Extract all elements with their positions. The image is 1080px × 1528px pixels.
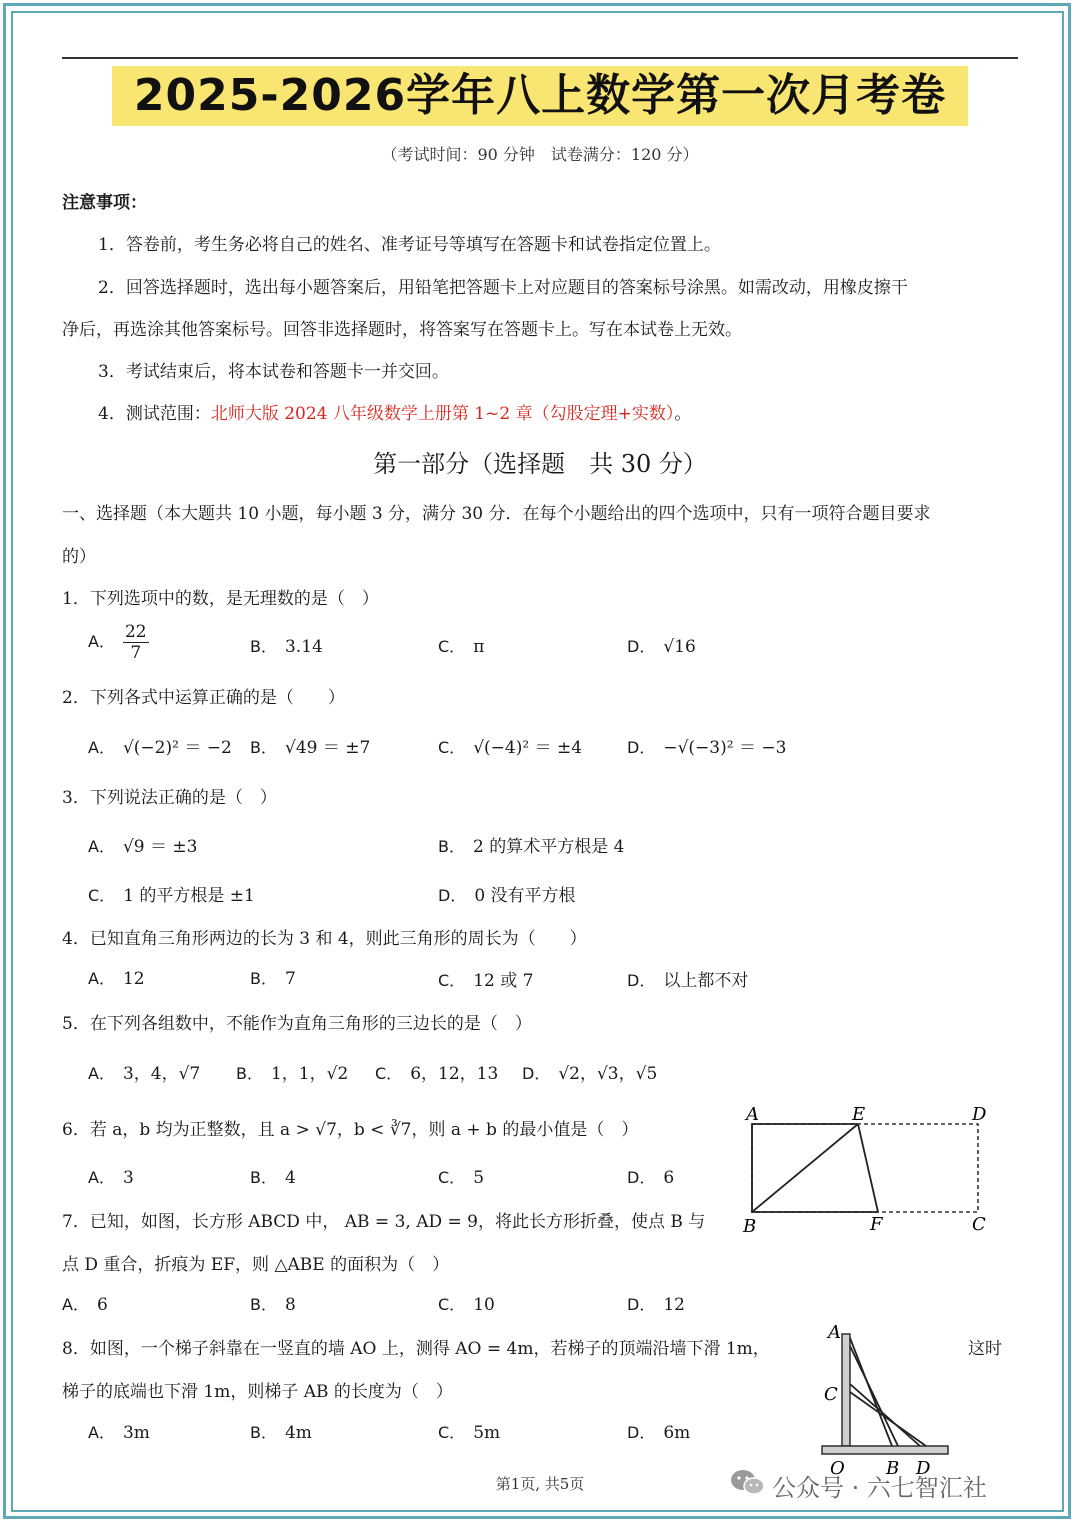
q5-option-c bbox=[375, 1059, 498, 1084]
q7-label-e: E bbox=[852, 1106, 866, 1125]
q8-label-c: C bbox=[824, 1384, 838, 1405]
q7-label-d: D bbox=[972, 1106, 987, 1125]
q3-a-label: A． bbox=[88, 837, 115, 856]
q1-a-fraction bbox=[123, 622, 149, 663]
notice-scope: 北师大版 2024 八年级数学上册第 1~2 章（勾股定理+实数） bbox=[210, 404, 675, 424]
q3-stem: 3．下列说法正确的是（ ） bbox=[62, 788, 277, 808]
part1-instruction-2: 的） bbox=[62, 547, 96, 567]
q8-stem-tail: 这时 bbox=[968, 1339, 1002, 1359]
q7-stem-2: 点 D 重合，折痕为 EF，则 △ABE 的面积为（ ） bbox=[62, 1255, 450, 1275]
q7-b-label: B． bbox=[250, 1295, 277, 1314]
q1-option-c bbox=[438, 634, 484, 657]
q1-stem: 1．下列选项中的数，是无理数的是（ ） bbox=[62, 589, 379, 609]
q8-option-b bbox=[250, 1420, 312, 1443]
q4-c-text: 12 或 7 bbox=[473, 971, 534, 991]
q8-label-a: A bbox=[828, 1322, 841, 1343]
q2-c-label: C． bbox=[438, 738, 466, 757]
q7-option-a bbox=[62, 1292, 108, 1315]
q5-option-a bbox=[88, 1059, 200, 1084]
q3-option-c bbox=[88, 881, 255, 906]
notice-heading: 注意事项： bbox=[62, 193, 147, 213]
q3-option-b bbox=[438, 832, 624, 857]
q1-c-label: C． bbox=[438, 637, 466, 656]
q2-b-text: √49 ＝ ±7 bbox=[284, 738, 371, 758]
notice-item-4-prefix: 4．测试范围： bbox=[98, 404, 211, 424]
q7-c-label: C． bbox=[438, 1295, 466, 1314]
exam-subtitle: （考试时间：90 分钟 试卷满分：120 分） bbox=[381, 145, 699, 164]
q3-c-label: C． bbox=[88, 886, 116, 905]
q1-a-label: A． bbox=[88, 632, 115, 651]
part1-instruction-1: 一、选择题（本大题共 10 小题，每小题 3 分，满分 30 分．在每个小题给出的四个选项中，只有一项符合题目要求 bbox=[62, 504, 931, 524]
q7-line-ef bbox=[858, 1124, 878, 1212]
q8-b-text: 4m bbox=[284, 1423, 312, 1443]
q7-d-text: 12 bbox=[663, 1295, 685, 1315]
q4-option-c bbox=[438, 966, 533, 991]
q2-option-a bbox=[88, 733, 232, 758]
q3-option-a bbox=[88, 832, 197, 857]
q7-b-text: 8 bbox=[284, 1295, 296, 1315]
q6-option-b bbox=[250, 1165, 296, 1188]
q1-option-d bbox=[627, 634, 696, 657]
q8-d-text: 6m bbox=[663, 1423, 691, 1443]
q8-option-a bbox=[88, 1420, 150, 1443]
q6-c-label: C． bbox=[438, 1168, 466, 1187]
q5-d-label: D． bbox=[522, 1064, 551, 1083]
notice-item-1: 1．答卷前，考生务必将自己的姓名、准考证号等填写在答题卡和试卷指定位置上。 bbox=[98, 235, 721, 255]
q7-option-d bbox=[627, 1292, 685, 1315]
q4-d-label: D． bbox=[627, 971, 656, 990]
q5-option-b bbox=[236, 1059, 348, 1084]
q7-option-c bbox=[438, 1292, 495, 1315]
q8-stem-1: 8．如图，一个梯子斜靠在一竖直的墙 AO 上，测得 AO = 4m，若梯子的顶端沿墙下滑 1m， bbox=[62, 1339, 770, 1359]
q2-a-text: √(−2)² ＝ −2 bbox=[122, 738, 232, 758]
q8-option-c bbox=[438, 1420, 500, 1443]
q3-b-label: B． bbox=[438, 837, 465, 856]
q6-stem: 6．若 a，b 均为正整数，且 a > √7，b < ∛7，则 a + b 的最小值是（ ） bbox=[62, 1120, 639, 1140]
q4-option-d bbox=[627, 966, 748, 991]
q5-a-text: 3，4，√7 bbox=[122, 1064, 201, 1084]
q8-label-b: B bbox=[886, 1458, 900, 1479]
q8-label-d: D bbox=[916, 1458, 931, 1479]
q5-c-text: 6，12，13 bbox=[410, 1064, 499, 1084]
q8-d-label: D． bbox=[627, 1423, 656, 1442]
q5-a-label: A． bbox=[88, 1064, 115, 1083]
q5-b-text: 1，1，√2 bbox=[270, 1064, 349, 1084]
q1-d-text: √16 bbox=[663, 637, 696, 657]
q8-wall bbox=[842, 1334, 850, 1446]
q5-c-label: C． bbox=[375, 1064, 403, 1083]
q3-d-label: D． bbox=[438, 886, 467, 905]
q6-b-text: 4 bbox=[284, 1168, 296, 1188]
top-rule bbox=[62, 57, 1018, 59]
q4-b-text: 7 bbox=[284, 969, 296, 989]
q7-label-c: C bbox=[972, 1214, 986, 1235]
q8-a-text: 3m bbox=[122, 1423, 150, 1443]
q8-stem-2: 梯子的底端也下滑 1m，则梯子 AB 的长度为（ ） bbox=[62, 1382, 453, 1402]
q2-d-text: −√(−3)² ＝ −3 bbox=[663, 738, 787, 758]
q8-figure bbox=[812, 1318, 962, 1488]
q3-d-text: 0 没有平方根 bbox=[474, 886, 576, 906]
part1-title: 第一部分（选择题 共 30 分） bbox=[373, 450, 707, 478]
q8-c-text: 5m bbox=[473, 1423, 501, 1443]
q1-option-b bbox=[250, 634, 323, 657]
q6-option-d bbox=[627, 1165, 674, 1188]
notice-item-4-suffix: 。 bbox=[674, 404, 692, 424]
q6-d-label: D． bbox=[627, 1168, 656, 1187]
q5-b-label: B． bbox=[236, 1064, 263, 1083]
q7-stem-1: 7．已知，如图，长方形 ABCD 中， AB = 3, AD = 9，将此长方形折叠，使点 B 与 bbox=[62, 1212, 706, 1232]
q3-a-text: √9 ＝ ±3 bbox=[122, 837, 198, 857]
q5-d-text: √2，√3，√5 bbox=[558, 1064, 658, 1084]
q8-c-label: C． bbox=[438, 1423, 466, 1442]
q2-stem: 2．下列各式中运算正确的是（ ） bbox=[62, 688, 345, 708]
page-number: 第1页, 共5页 bbox=[495, 1475, 585, 1493]
q3-b-text: 2 的算术平方根是 4 bbox=[472, 837, 625, 857]
q7-rect-solid bbox=[752, 1124, 878, 1212]
q1-option-a bbox=[88, 622, 149, 663]
notice-item-2-cont: 净后，再选涂其他答案标号。回答非选择题时，将答案写在答题卡上。写在本试卷上无效。 bbox=[62, 320, 742, 340]
q2-option-d bbox=[627, 733, 786, 758]
q4-option-b bbox=[250, 966, 296, 989]
q1-a-denominator: 7 bbox=[130, 643, 142, 663]
q2-c-text: √(−4)² ＝ ±4 bbox=[473, 738, 583, 758]
q4-a-label: A． bbox=[88, 969, 115, 988]
q4-b-label: B． bbox=[250, 969, 277, 988]
q4-option-a bbox=[88, 966, 145, 989]
q4-d-text: 以上都不对 bbox=[663, 971, 749, 991]
notice-item-3: 3．考试结束后，将本试卷和答题卡一并交回。 bbox=[98, 362, 449, 382]
q4-stem: 4．已知直角三角形两边的长为 3 和 4，则此三角形的周长为（ ） bbox=[62, 929, 587, 949]
q8-b-label: B． bbox=[250, 1423, 277, 1442]
q6-option-a bbox=[88, 1165, 134, 1188]
q7-d-label: D． bbox=[627, 1295, 656, 1314]
q7-line-be bbox=[752, 1124, 858, 1212]
q7-rect-outline bbox=[752, 1124, 978, 1212]
q5-stem: 5．在下列各组数中，不能作为直角三角形的三边长的是（ ） bbox=[62, 1014, 532, 1034]
q6-c-text: 5 bbox=[473, 1168, 485, 1188]
q2-b-label: B． bbox=[250, 738, 277, 757]
q7-c-text: 10 bbox=[473, 1295, 495, 1315]
wechat-icon bbox=[728, 1467, 768, 1497]
q8-label-o: O bbox=[830, 1458, 845, 1479]
q6-b-label: B． bbox=[250, 1168, 277, 1187]
q7-label-f: F bbox=[870, 1214, 883, 1235]
notice-item-2: 2．回答选择题时，选出每小题答案后，用铅笔把答题卡上对应题目的答案标号涂黑。如需改动，用橡皮擦干 bbox=[98, 278, 908, 298]
q3-option-d bbox=[438, 881, 576, 906]
q7-figure bbox=[738, 1106, 998, 1236]
q5-option-d bbox=[522, 1059, 657, 1084]
q6-a-text: 3 bbox=[122, 1168, 134, 1188]
notice-item-4 bbox=[98, 399, 691, 424]
q4-c-label: C． bbox=[438, 971, 466, 990]
q1-b-label: B． bbox=[250, 637, 277, 656]
q1-d-label: D． bbox=[627, 637, 656, 656]
q7-label-b: B bbox=[743, 1216, 757, 1236]
exam-title: 2025-2026学年八上数学第一次月考卷 bbox=[133, 70, 947, 121]
q4-a-text: 12 bbox=[122, 969, 145, 989]
q7-option-b bbox=[250, 1292, 296, 1315]
q3-c-text: 1 的平方根是 ±1 bbox=[123, 886, 255, 906]
q1-b-text: 3.14 bbox=[284, 637, 323, 657]
q8-ground bbox=[822, 1446, 948, 1454]
q6-a-label: A． bbox=[88, 1168, 115, 1187]
q6-option-c bbox=[438, 1165, 484, 1188]
q8-ladder-cd-1 bbox=[850, 1384, 920, 1446]
q8-option-d bbox=[627, 1420, 690, 1443]
q8-ladder-ab-2 bbox=[850, 1346, 898, 1446]
q7-a-text: 6 bbox=[96, 1295, 108, 1315]
q1-a-numerator: 22 bbox=[124, 622, 147, 642]
q7-a-label: A． bbox=[62, 1295, 89, 1314]
q8-ladder-ab-1 bbox=[850, 1338, 892, 1446]
q7-label-a: A bbox=[746, 1106, 759, 1125]
q2-option-c bbox=[438, 733, 582, 758]
q2-option-b bbox=[250, 733, 370, 758]
q2-a-label: A． bbox=[88, 738, 115, 757]
q2-d-label: D． bbox=[627, 738, 656, 757]
q6-d-text: 6 bbox=[663, 1168, 675, 1188]
q1-c-text: π bbox=[473, 637, 485, 657]
q8-a-label: A． bbox=[88, 1423, 115, 1442]
watermark-text: 公众号 · 六七智汇社 bbox=[772, 1474, 987, 1502]
